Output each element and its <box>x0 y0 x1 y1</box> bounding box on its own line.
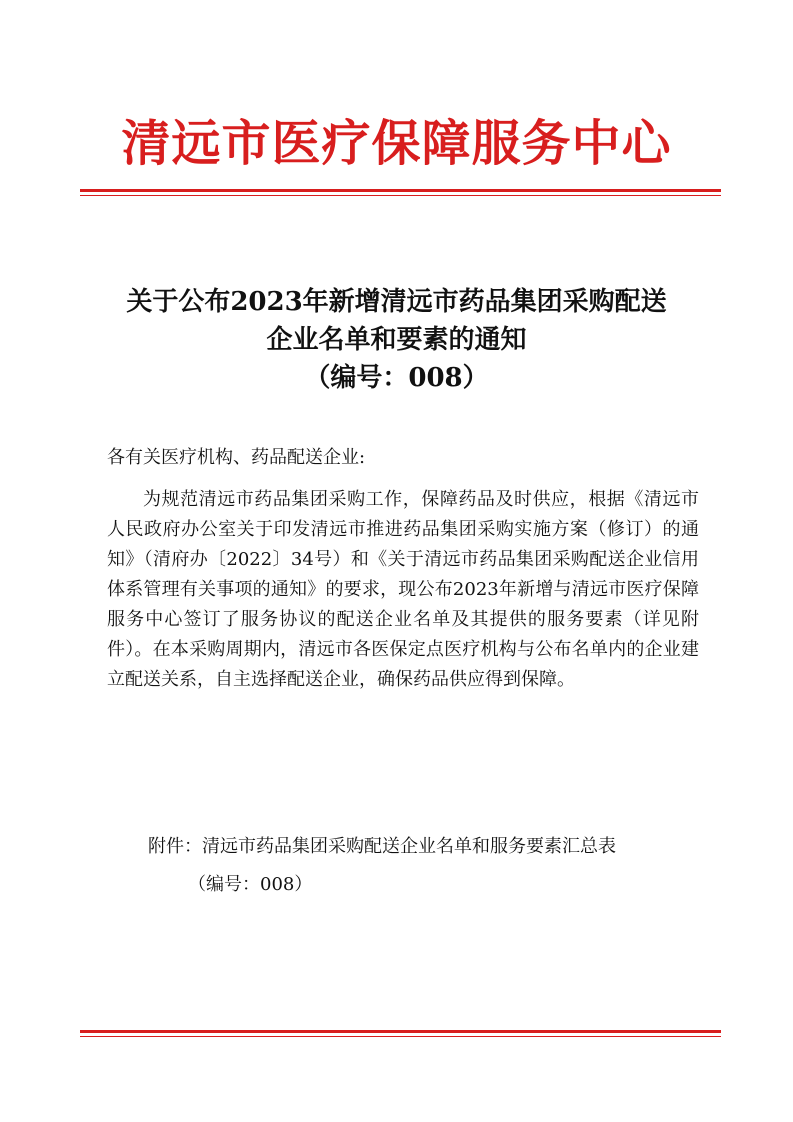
organization-header: 清远市医疗保障服务中心 <box>121 114 672 172</box>
footer-divider-thin-line <box>80 1036 721 1037</box>
header-divider-thick-line <box>80 189 721 192</box>
attachment-note <box>148 828 708 904</box>
notice-title-line-2: 企业名单和要素的通知 <box>266 325 527 355</box>
footer-divider-thick-line <box>80 1030 721 1033</box>
attachment-line-1: 附件：清远市药品集团采购配送企业名单和服务要素汇总表 <box>148 836 616 857</box>
notice-title-line-1: 关于公布2023年新增清远市药品集团采购配送 <box>126 287 667 317</box>
footer-divider <box>80 1030 721 1037</box>
header-divider-thin-line <box>80 195 721 196</box>
notice-title-line-3: （编号：008） <box>304 363 489 393</box>
header-divider <box>80 189 721 196</box>
salutation: 各有关医疗机构、药品配送企业: <box>107 447 366 468</box>
notice-title <box>0 283 793 397</box>
body-paragraph: 为规范清远市药品集团采购工作，保障药品及时供应，根据《清远市人民政府办公室关于印发清远市推进药品集团采购实施方案（修订）的通知》（清府办〔2022〕34号）和《关于清远市药品集团采购配送企业信用体系管理有关事项的通知》的要求，现公布2023年新增与清远市医疗保障服务中心签订了服务协议的配送企业名单及其提供的服务要素（详见附件）。在本采购周期内，清远市各医保定点医疗机构与公布名单内的企业建立配送关系，自主选择配送企业，确保药品供应得到保障。 <box>107 489 699 690</box>
attachment-line-2: （编号：008） <box>188 874 313 895</box>
notice-body <box>107 443 699 695</box>
